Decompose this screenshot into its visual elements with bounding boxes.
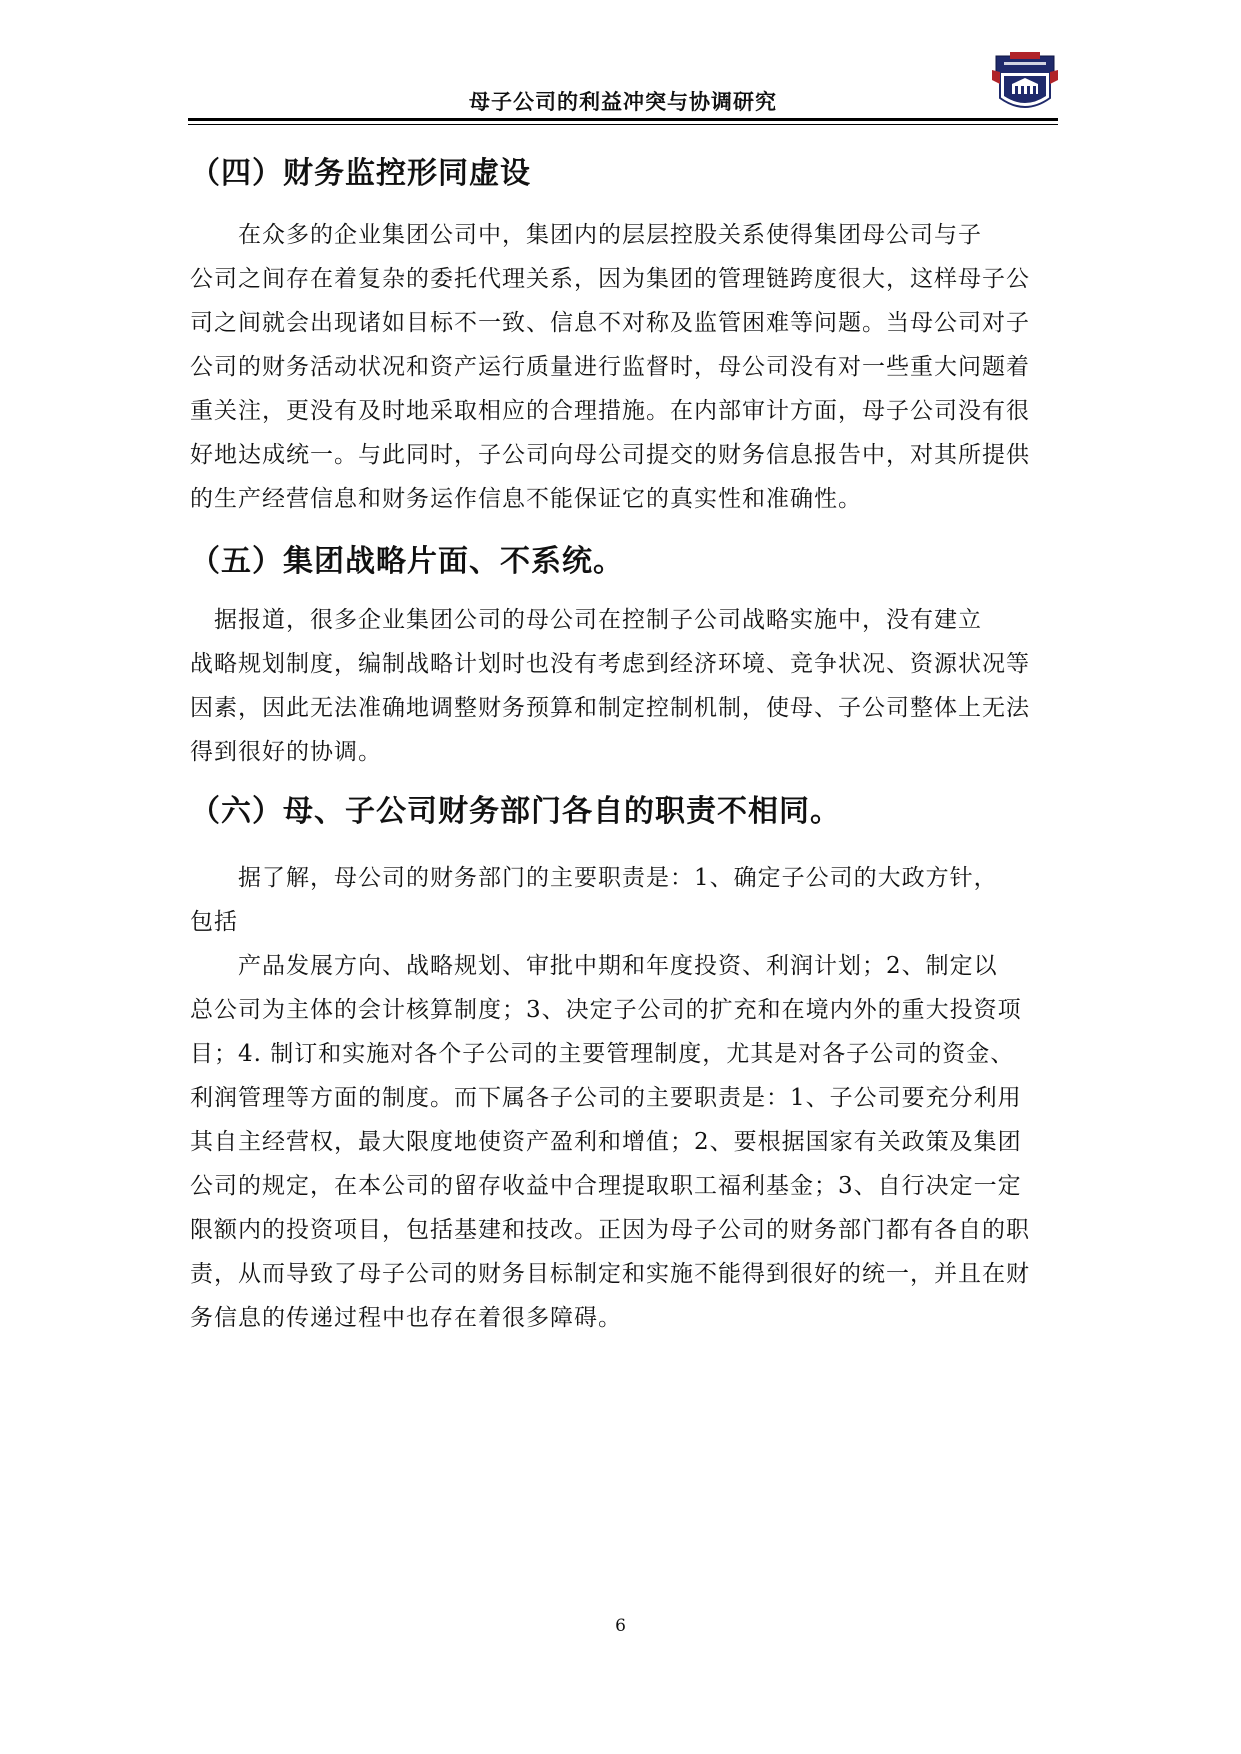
paragraph-line: 因素，因此无法准确地调整财务预算和制定控制机制，使母、子公司整体上无法 bbox=[190, 695, 1030, 721]
section-heading-5: （五）集团战略片面、不系统。 bbox=[190, 544, 624, 579]
paragraph-line: 好地达成统一。与此同时，子公司向母公司提交的财务信息报告中，对其所提供 bbox=[190, 442, 1030, 468]
paragraph-line: 的生产经营信息和财务运作信息不能保证它的真实性和准确性。 bbox=[190, 486, 862, 512]
paragraph-line: 包括 bbox=[190, 909, 238, 935]
paragraph-line: 重关注，更没有及时地采取相应的合理措施。在内部审计方面，母子公司没有很 bbox=[190, 398, 1030, 424]
section-4-paragraph bbox=[190, 213, 1070, 521]
section-5-paragraph bbox=[190, 598, 1070, 774]
paragraph-line: 得到很好的协调。 bbox=[190, 739, 382, 765]
paragraph-line: 责，从而导致了母子公司的财务目标制定和实施不能得到很好的统一，并且在财 bbox=[190, 1261, 1030, 1287]
paragraph-line: 利润管理等方面的制度。而下属各子公司的主要职责是：1、子公司要充分利用 bbox=[190, 1085, 1022, 1111]
header-title: 母子公司的利益冲突与协调研究 bbox=[469, 90, 777, 114]
university-logo bbox=[990, 50, 1060, 116]
paragraph-line: 公司之间存在着复杂的委托代理关系，因为集团的管理链跨度很大，这样母子公 bbox=[190, 266, 1030, 292]
paragraph-line: 公司的规定，在本公司的留存收益中合理提取职工福利基金；3、自行决定一定 bbox=[190, 1173, 1022, 1199]
header-rule-thick bbox=[188, 118, 1058, 121]
paragraph-line: 司之间就会出现诸如目标不一致、信息不对称及监管困难等问题。当母公司对子 bbox=[190, 310, 1030, 336]
section-heading-6: （六）母、子公司财务部门各自的职责不相同。 bbox=[190, 794, 841, 829]
paragraph-line: 其自主经营权，最大限度地使资产盈利和增值；2、要根据国家有关政策及集团 bbox=[190, 1129, 1022, 1155]
paragraph-line: 公司的财务活动状况和资产运行质量进行监督时，母公司没有对一些重大问题着 bbox=[190, 354, 1030, 380]
university-seal-icon bbox=[990, 50, 1060, 116]
paragraph-line: 务信息的传递过程中也存在着很多障碍。 bbox=[190, 1305, 622, 1331]
paragraph-line: 据报道，很多企业集团公司的母公司在控制子公司战略实施中，没有建立 bbox=[190, 607, 982, 633]
section-6-paragraph-a bbox=[190, 856, 1070, 944]
paragraph-line: 据了解，母公司的财务部门的主要职责是：1、确定子公司的大政方针， bbox=[190, 865, 998, 891]
paragraph-line: 限额内的投资项目，包括基建和技改。正因为母子公司的财务部门都有各自的职 bbox=[190, 1217, 1030, 1243]
paragraph-line: 在众多的企业集团公司中，集团内的层层控股关系使得集团母公司与子 bbox=[190, 222, 982, 248]
header-rule-thin bbox=[188, 124, 1058, 125]
page-number: 6 bbox=[615, 1616, 626, 1636]
section-heading-4: （四）财务监控形同虚设 bbox=[190, 156, 531, 191]
paragraph-line: 总公司为主体的会计核算制度；3、决定子公司的扩充和在境内外的重大投资项 bbox=[190, 997, 1022, 1023]
section-6-paragraph-b bbox=[190, 944, 1070, 1340]
page-header bbox=[188, 80, 1058, 124]
paragraph-line: 战略规划制度，编制战略计划时也没有考虑到经济环境、竞争状况、资源状况等 bbox=[190, 651, 1030, 677]
paragraph-line: 目；4. 制订和实施对各个子公司的主要管理制度，尤其是对各子公司的资金、 bbox=[190, 1041, 1015, 1067]
paragraph-line: 产品发展方向、战略规划、审批中期和年度投资、利润计划；2、制定以 bbox=[190, 953, 998, 979]
